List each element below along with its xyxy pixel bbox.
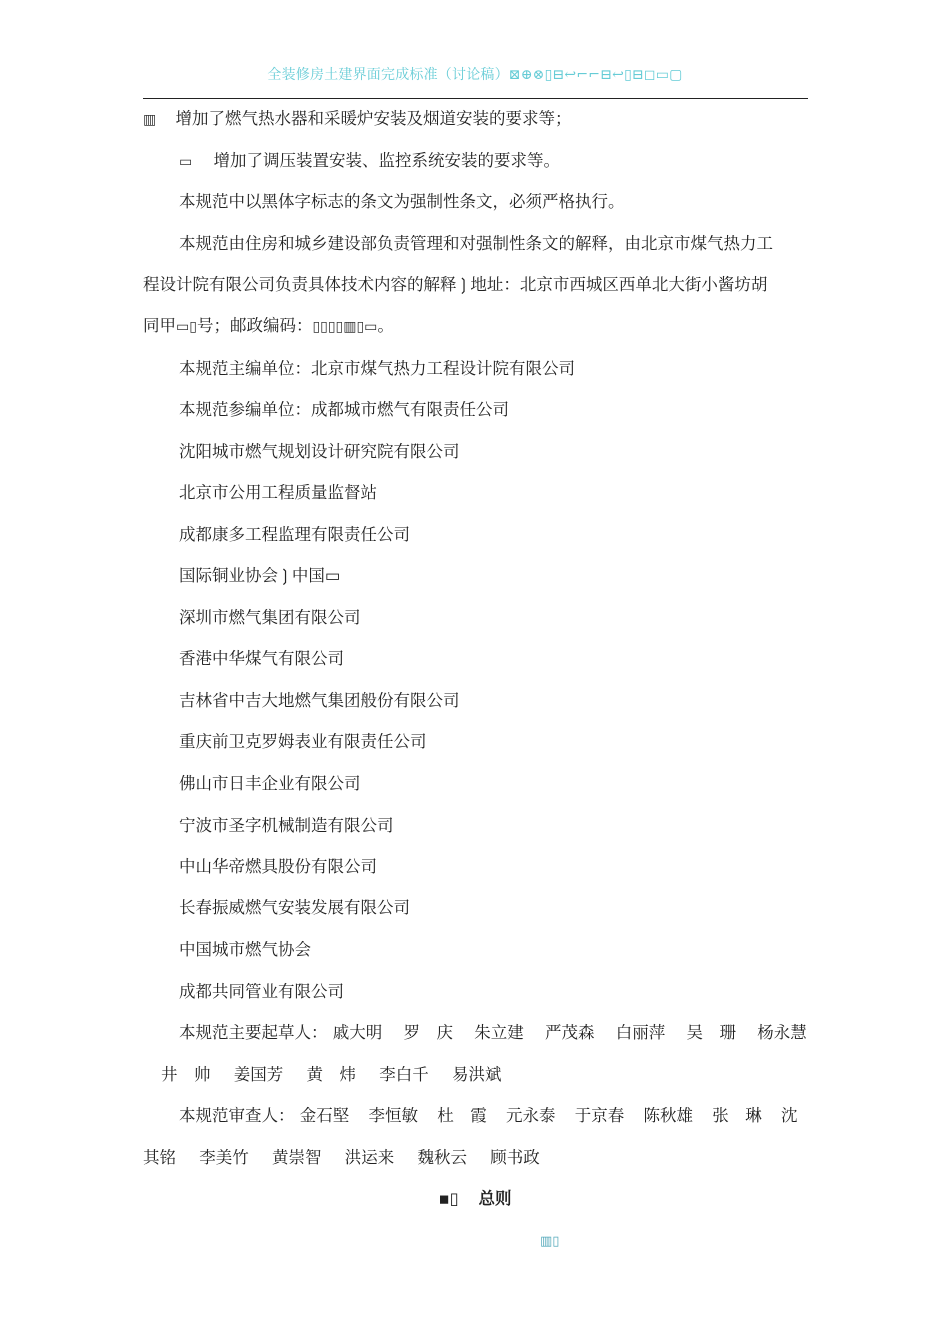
drafters-line — [179, 1022, 807, 1044]
reviewers-line — [179, 1105, 798, 1127]
bullet-marker: ▭ — [179, 154, 193, 170]
bullet-text: 增加了燃气热水器和采暖炉安装及烟道安装的要求等； — [175, 109, 572, 128]
postcode-label: 号；邮政编码： — [196, 316, 313, 335]
drafter-name: 罗 庆 — [403, 1023, 453, 1042]
unit-item: 中国城市燃气协会 — [179, 940, 311, 959]
mandatory-paragraph: 本规范中以黑体字标志的条文为强制性条文，必须严格执行。 — [179, 192, 625, 211]
unit-item: 北京市公用工程质量监督站 — [179, 483, 377, 502]
drafter-name: 姜国芳 — [233, 1065, 284, 1084]
drafter-name: 吴 珊 — [686, 1023, 736, 1042]
drafter-name: 井 帅 — [161, 1065, 211, 1084]
drafter-name: 黄 炜 — [306, 1065, 356, 1084]
reviewer-name: 张 琳 — [712, 1106, 762, 1125]
reviewer-name: 顾书政 — [490, 1148, 540, 1167]
sentence-end: 。 — [377, 316, 394, 335]
section-heading — [0, 1188, 950, 1210]
postcode-value: ▯▯▯▯▥▯▭ — [312, 319, 378, 335]
drafter-name: 朱立建 — [474, 1023, 524, 1042]
address-text: 同甲 — [143, 316, 176, 335]
reviewer-name: 黄崇智 — [272, 1148, 322, 1167]
house-number: ▭▯ — [176, 319, 197, 335]
reviewer-name: 金石堅 — [299, 1106, 350, 1125]
management-paragraph-line: 本规范由住房和城乡建设部负责管理和对强制性条文的解释，由北京市煤气热力工 — [179, 234, 773, 253]
unit-item: 沈阳城市燃气规划设计研究院有限公司 — [179, 442, 460, 461]
reviewer-name: 元永泰 — [506, 1106, 556, 1125]
management-paragraph-line: 程设计院有限公司负责具体技术内容的解释❳地址：北京市西城区西单北大街小酱坊胡 — [143, 275, 768, 294]
unit-item: 长春振威燃气安装发展有限公司 — [179, 898, 410, 917]
reviewer-name: 杜 霞 — [437, 1106, 487, 1125]
header-divider — [143, 98, 808, 99]
drafter-name: 杨永慧 — [757, 1023, 807, 1042]
page-header — [0, 64, 950, 84]
bullet-item — [179, 150, 560, 173]
unit-item: 成都康多工程监理有限责任公司 — [179, 525, 410, 544]
reviewer-name: 魏秋云 — [417, 1148, 467, 1167]
unit-item: 宁波市圣字机械制造有限公司 — [179, 816, 394, 835]
drafters-line — [161, 1064, 502, 1086]
drafter-name: 戚大明 — [332, 1023, 383, 1042]
bullet-item — [143, 108, 571, 131]
co-editor-line: 本规范参编单位：成都城市燃气有限责任公司 — [179, 400, 509, 419]
page-number: ▥▯ — [540, 1234, 560, 1249]
unit-item: 深圳市燃气集团有限公司 — [179, 608, 361, 627]
section-title: 总则 — [478, 1189, 512, 1208]
chief-editor-line: 本规范主编单位：北京市煤气热力工程设计院有限公司 — [179, 359, 575, 378]
drafter-name: 易洪斌 — [452, 1065, 502, 1084]
unit-item: 佛山市日丰企业有限公司 — [179, 774, 361, 793]
unit-item: 吉林省中吉大地燃气集团般份有限公司 — [179, 691, 460, 710]
reviewer-name: 沈 — [781, 1106, 798, 1125]
drafter-name: 严茂森 — [545, 1023, 595, 1042]
unit-item: 香港中华煤气有限公司 — [179, 649, 344, 668]
reviewers-line — [143, 1147, 540, 1169]
drafters-label: 本规范主要起草人： — [179, 1023, 328, 1042]
header-title-tail: ⊠⊕⊗▯⊟↩⌐⌐⊟↩▯⊟◻▭▢ — [508, 67, 683, 83]
unit-item: 成都共同管业有限公司 — [179, 982, 344, 1001]
header-title: 全装修房土建界面完成标准（讨论稿） — [267, 67, 509, 83]
reviewers-label: 本规范审查人： — [179, 1106, 295, 1125]
reviewer-name: 李美竹 — [199, 1148, 249, 1167]
bullet-text: 增加了调压装置安装、监控系统安装的要求等。 — [213, 151, 560, 170]
reviewer-name: 陈秋雄 — [643, 1106, 693, 1125]
drafter-name: 李白千 — [379, 1065, 429, 1084]
unit-item: 重庆前卫克罗姆表业有限责任公司 — [179, 732, 427, 751]
reviewer-name: 于京春 — [574, 1106, 625, 1125]
section-number: ▪▯ — [438, 1189, 459, 1208]
unit-item: 中山华帝燃具股份有限公司 — [179, 857, 377, 876]
reviewer-name: 李恒敏 — [368, 1106, 418, 1125]
unit-item: 国际铜业协会❳中国▭ — [179, 566, 341, 585]
drafter-name: 白丽萍 — [615, 1023, 666, 1042]
reviewer-name: 其铭 — [143, 1148, 176, 1167]
bullet-marker: ▥ — [143, 112, 157, 128]
reviewer-name: 洪运来 — [344, 1148, 395, 1167]
management-paragraph-line — [143, 315, 394, 338]
